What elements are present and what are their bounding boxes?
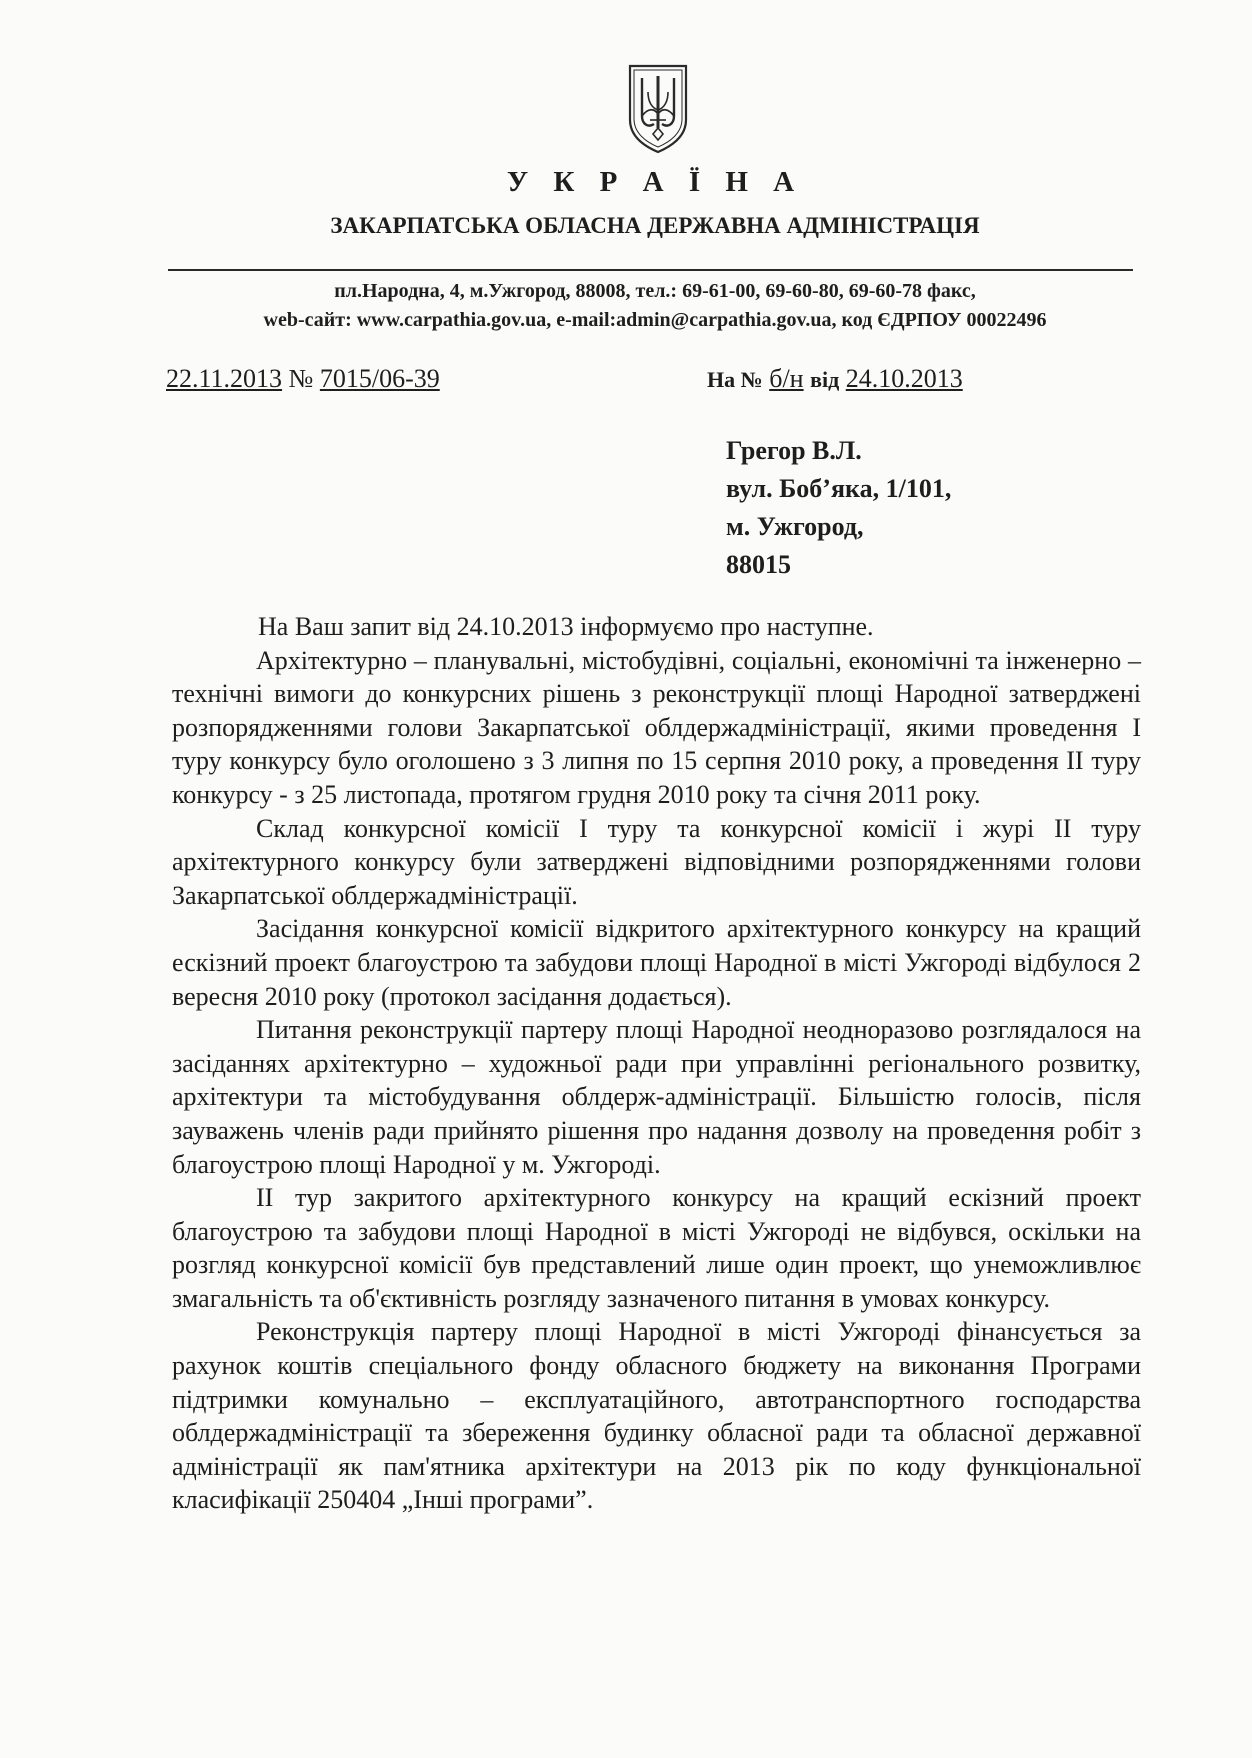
body-paragraph: Архітектурно – планувальні, містобудівні, соціальні, економічні та інженерно – технічні вимоги до конкурсних рішень з реконструкції площі Народної затверджені розпорядженнями голови Закарпатської облдержадміністрації, якими проведення І туру конкурсу було оголошено з 3 липня по 15 серпня 2010 року, а проведення ІІ туру конкурсу - з 25 листопада, протягом грудня 2010 року та січня 2011 року.	[172, 645, 1141, 809]
incoming-reference	[707, 364, 963, 394]
outgoing-number: 7015/06-39	[319, 364, 440, 393]
contact-block	[0, 277, 1252, 335]
body-paragraph: ІІ тур закритого архітектурного конкурсу на кращий ескізний проект благоустрою та забудови площі Народної в місті Ужгороді не відбувся, оскільки на розгляд конкурсної комісії був представлений лише один проект, що унеможливлює змагальність та об'єктивність розгляду зазначеного питання в умовах конкурсу.	[172, 1183, 1141, 1313]
body-paragraph: Засідання конкурсної комісії відкритого архітектурного конкурсу на кращий ескізний проект благоустрою та забудови площі Народної в місті Ужгороді відбулося 2 вересня 2010 року (протокол засідання додається).	[172, 914, 1141, 1011]
in-reply-date: 24.10.2013	[845, 364, 963, 393]
body-paragraph: На Ваш запит від 24.10.2013 інформуємо про наступне.	[258, 612, 874, 641]
body-paragraph: Склад конкурсної комісії І туру та конкурсної комісії і журі ІІ туру архітектурного конкурсу були затверджені відповідними розпорядженнями голови Закарпатської облдержадміністрації.	[172, 813, 1141, 910]
in-reply-label: На №	[707, 367, 763, 392]
country-heading: У К Р А Ї Н А	[506, 166, 804, 198]
addressee-city: м. Ужгород,	[726, 512, 864, 541]
outgoing-date: 22.11.2013	[166, 364, 283, 393]
addressee-block	[726, 432, 951, 584]
in-reply-number: б/н	[769, 364, 804, 393]
outgoing-reference	[166, 364, 440, 394]
body-paragraph: Питання реконструкції партеру площі Народної неодноразово розглядалося на засіданнях архітектурно – художньої ради при управлінні регіонального розвитку, архітектури та містобудування облдерж-адміністрації. Більшістю голосів, після зауважень членів ради прийнято рішення про надання дозволу на проведення робіт з благоустрою площі Народної у м. Ужгороді.	[172, 1015, 1141, 1179]
contact-web-line: web-сайт: www.carpathia.gov.ua, e-mail:admin@carpathia.gov.ua, код ЄДРПОУ 00022496	[263, 309, 1047, 331]
body-paragraph: Реконструкція партеру площі Народної в місті Ужгороді фінансується за рахунок коштів спеціального фонду обласного бюджету на виконання Програми підтримки комунально – експлуатаційного, автотранспортного господарства облдержадміністрації та збереження будинку обласної ради та обласної державної адміністрації як пам'ятника архітектури на 2013 рік по коду функціональної класифікації 250404 „Інші програми”.	[172, 1317, 1141, 1515]
letter-body	[172, 610, 1141, 1517]
from-label: від	[810, 367, 840, 392]
addressee-name: Грегор В.Л.	[726, 436, 862, 465]
addressee-street: вул. Боб’яка, 1/101,	[726, 474, 952, 503]
agency-heading: ЗАКАРПАТСЬКА ОБЛАСНА ДЕРЖАВНА АДМІНІСТРАЦІЯ	[330, 213, 980, 238]
coat-of-arms-icon	[626, 62, 690, 154]
number-sign: №	[288, 364, 314, 393]
contact-address-line: пл.Народна, 4, м.Ужгород, 88008, тел.: 69-61-00, 69-60-80, 69-60-78 факс,	[334, 280, 976, 302]
addressee-postcode: 88015	[726, 550, 791, 579]
header-divider	[168, 269, 1133, 271]
